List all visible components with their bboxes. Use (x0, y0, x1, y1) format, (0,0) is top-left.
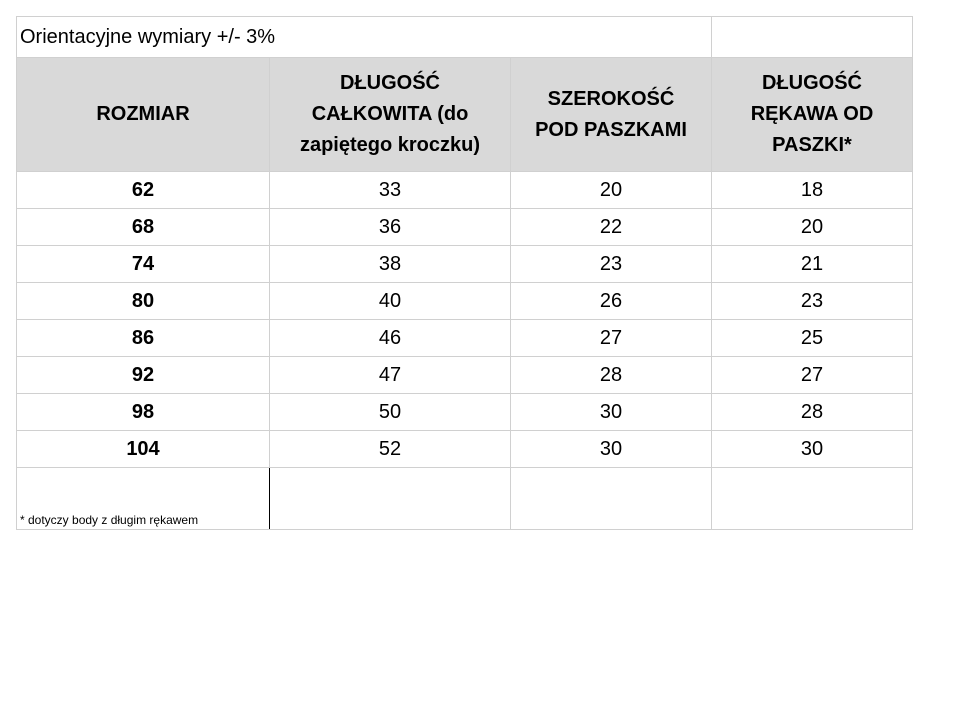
measurement-cell: 25 (712, 320, 913, 357)
measurement-cell: 20 (712, 209, 913, 246)
table-row (17, 320, 913, 357)
table-row (17, 209, 913, 246)
header-size: ROZMIAR (17, 58, 270, 172)
table-row (17, 246, 913, 283)
table-row (17, 283, 913, 320)
size-cell: 62 (17, 172, 270, 209)
measurement-cell: 28 (511, 357, 712, 394)
measurement-cell: 20 (511, 172, 712, 209)
measurement-cell: 22 (511, 209, 712, 246)
measurement-cell: 26 (511, 283, 712, 320)
size-cell: 104 (17, 431, 270, 468)
table-row (17, 431, 913, 468)
measurement-cell: 21 (712, 246, 913, 283)
measurement-cell: 38 (270, 246, 511, 283)
size-table (16, 16, 913, 530)
header-chest-width: SZEROKOŚĆ POD PASZKAMI (511, 58, 712, 172)
table-row (17, 172, 913, 209)
caption-row (17, 17, 913, 58)
table-row (17, 357, 913, 394)
measurement-cell: 50 (270, 394, 511, 431)
measurement-cell: 30 (712, 431, 913, 468)
table-row (17, 394, 913, 431)
measurement-cell: 23 (712, 283, 913, 320)
empty-cell (270, 468, 511, 530)
footnote: * dotyczy body z długim rękawem (17, 468, 270, 530)
size-cell: 92 (17, 357, 270, 394)
size-cell: 86 (17, 320, 270, 357)
empty-cell (712, 468, 913, 530)
size-cell: 98 (17, 394, 270, 431)
measurement-cell: 27 (712, 357, 913, 394)
measurement-cell: 52 (270, 431, 511, 468)
measurement-cell: 27 (511, 320, 712, 357)
measurement-cell: 46 (270, 320, 511, 357)
header-total-length: DŁUGOŚĆ CAŁKOWITA (do zapiętego kroczku) (270, 58, 511, 172)
measurement-cell: 33 (270, 172, 511, 209)
footnote-row (17, 468, 913, 530)
measurement-cell: 30 (511, 394, 712, 431)
size-cell: 80 (17, 283, 270, 320)
measurement-cell: 18 (712, 172, 913, 209)
measurement-cell: 36 (270, 209, 511, 246)
table-caption: Orientacyjne wymiary +/- 3% (17, 17, 712, 58)
measurement-cell: 40 (270, 283, 511, 320)
header-row (17, 58, 913, 172)
empty-cell (712, 17, 913, 58)
header-sleeve-length: DŁUGOŚĆ RĘKAWA OD PASZKI* (712, 58, 913, 172)
measurement-cell: 30 (511, 431, 712, 468)
empty-cell (511, 468, 712, 530)
measurement-cell: 47 (270, 357, 511, 394)
measurement-cell: 23 (511, 246, 712, 283)
size-cell: 74 (17, 246, 270, 283)
measurement-cell: 28 (712, 394, 913, 431)
size-cell: 68 (17, 209, 270, 246)
